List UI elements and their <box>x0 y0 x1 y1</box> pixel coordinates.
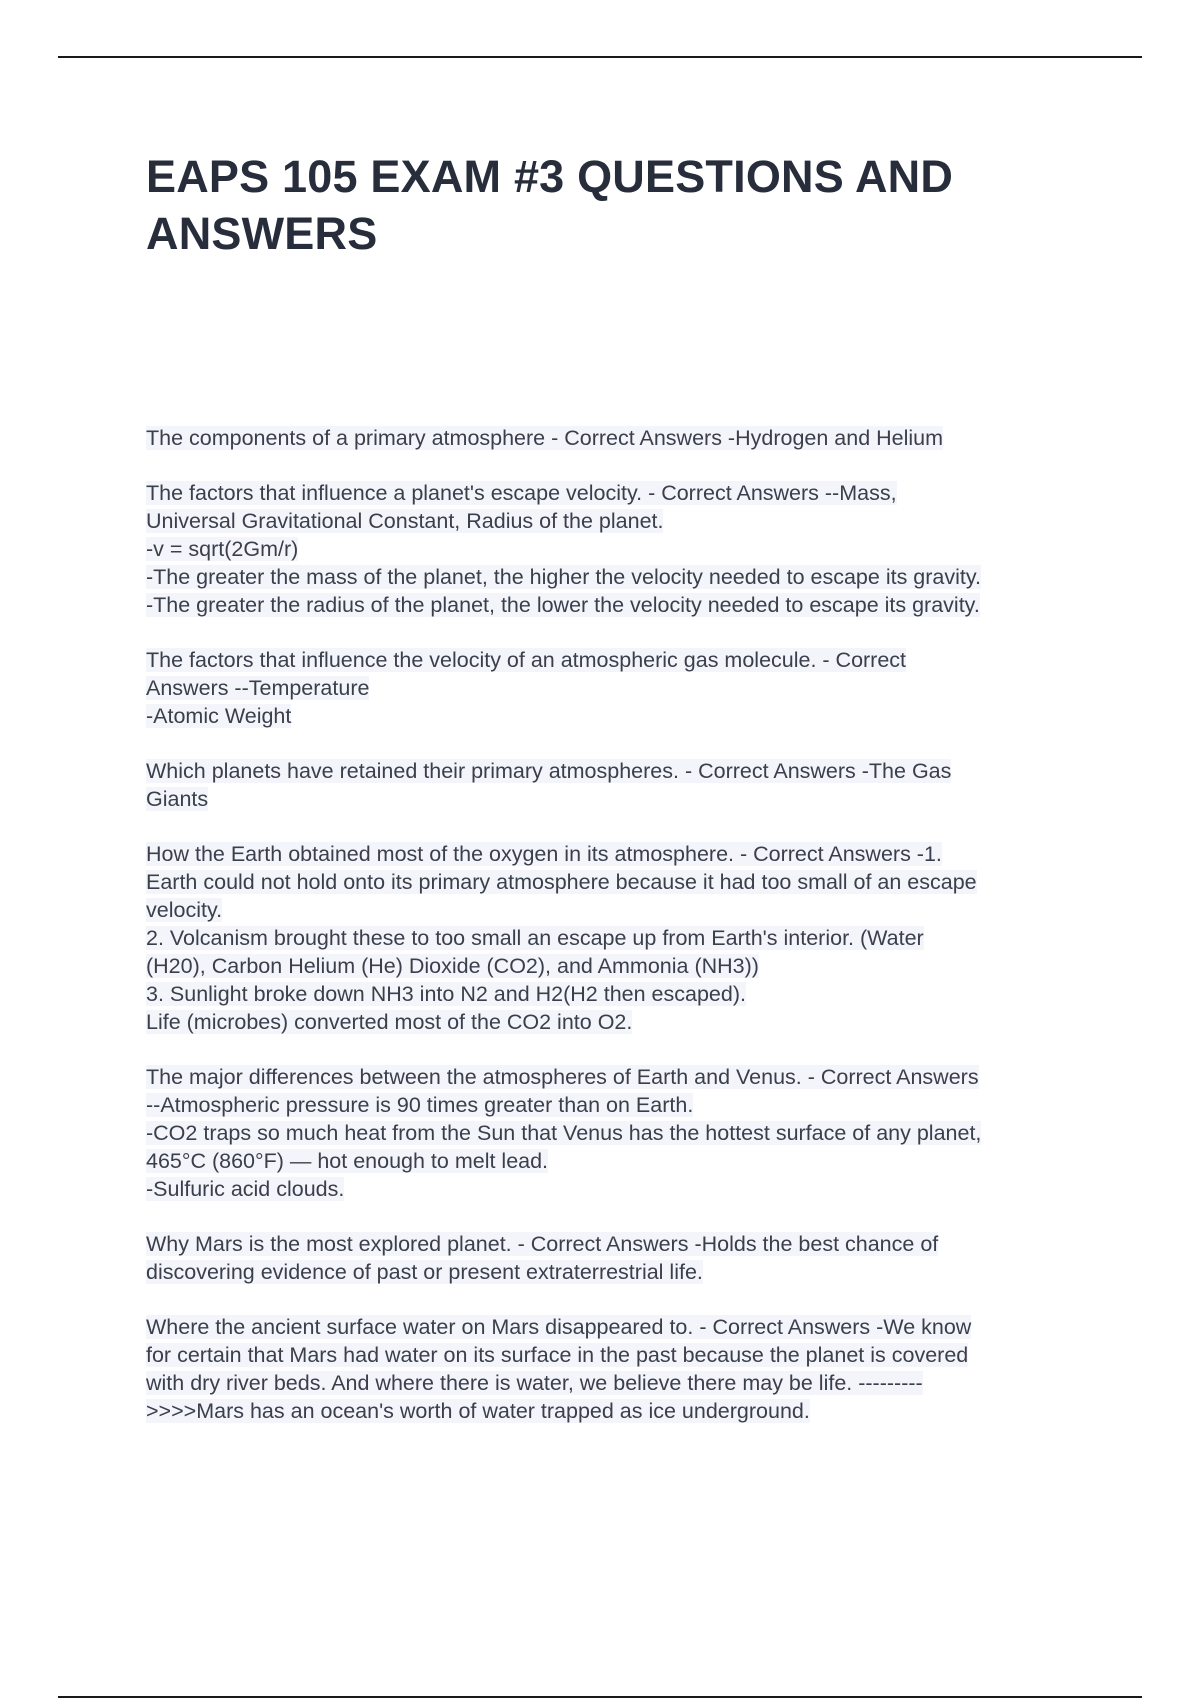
qa-line: The major differences between the atmospheres of Earth and Venus. - Correct Answers <box>146 1065 979 1089</box>
qa-line: Universal Gravitational Constant, Radius of the planet. <box>146 509 664 533</box>
qa-item <box>146 424 1096 452</box>
top-divider <box>58 56 1142 58</box>
qa-line: -Sulfuric acid clouds. <box>146 1177 345 1201</box>
qa-item <box>146 757 1096 813</box>
qa-line: -The greater the mass of the planet, the higher the velocity needed to escape its gravity. <box>146 565 981 589</box>
qa-item <box>146 1063 1096 1203</box>
qa-line: -v = sqrt(2Gm/r) <box>146 537 299 561</box>
qa-line: The factors that influence a planet's escape velocity. - Correct Answers --Mass, <box>146 481 897 505</box>
qa-line: Why Mars is the most explored planet. - Correct Answers -Holds the best chance of <box>146 1232 939 1256</box>
qa-line: The factors that influence the velocity of an atmospheric gas molecule. - Correct <box>146 648 907 672</box>
qa-line: 2. Volcanism brought these to too small an escape up from Earth's interior. (Water <box>146 926 924 950</box>
qa-line: >>>>Mars has an ocean's worth of water trapped as ice underground. <box>146 1399 810 1423</box>
qa-line: --Atmospheric pressure is 90 times greater than on Earth. <box>146 1093 694 1117</box>
document-title <box>146 148 1106 262</box>
bottom-divider <box>58 1696 1142 1698</box>
qa-line: discovering evidence of past or present extraterrestrial life. <box>146 1260 703 1284</box>
qa-line: Which planets have retained their primary atmospheres. - Correct Answers -The Gas <box>146 759 952 783</box>
qa-line: Answers --Temperature <box>146 676 370 700</box>
qa-line: Earth could not hold onto its primary atmosphere because it had too small of an escape <box>146 870 977 894</box>
qa-line: 465°C (860°F) — hot enough to melt lead. <box>146 1149 549 1173</box>
qa-item <box>146 646 1096 730</box>
qa-item <box>146 479 1096 619</box>
qa-item <box>146 1313 1096 1425</box>
title-line: EAPS 105 EXAM #3 QUESTIONS AND <box>146 151 954 202</box>
qa-line: Where the ancient surface water on Mars disappeared to. - Correct Answers -We know <box>146 1315 972 1339</box>
title-line: ANSWERS <box>146 208 378 259</box>
qa-line: The components of a primary atmosphere - Correct Answers -Hydrogen and Helium <box>146 426 944 450</box>
qa-line: -Atomic Weight <box>146 704 292 728</box>
qa-line: How the Earth obtained most of the oxygen in its atmosphere. - Correct Answers -1. <box>146 842 942 866</box>
qa-line: velocity. <box>146 898 223 922</box>
qa-item <box>146 1230 1096 1286</box>
qa-line: for certain that Mars had water on its surface in the past because the planet is covered <box>146 1343 969 1367</box>
qa-line: with dry river beds. And where there is water, we believe there may be life. --------- <box>146 1371 923 1395</box>
qa-line: (H20), Carbon Helium (He) Dioxide (CO2), and Ammonia (NH3)) <box>146 954 759 978</box>
qa-line: Giants <box>146 787 209 811</box>
qa-item <box>146 840 1096 1036</box>
qa-line: 3. Sunlight broke down NH3 into N2 and H2(H2 then escaped). <box>146 982 746 1006</box>
qa-line: Life (microbes) converted most of the CO2 into O2. <box>146 1010 633 1034</box>
qa-line: -The greater the radius of the planet, the lower the velocity needed to escape its gravity. <box>146 593 980 617</box>
qa-list <box>146 424 1096 1452</box>
qa-line: -CO2 traps so much heat from the Sun that Venus has the hottest surface of any planet, <box>146 1121 982 1145</box>
